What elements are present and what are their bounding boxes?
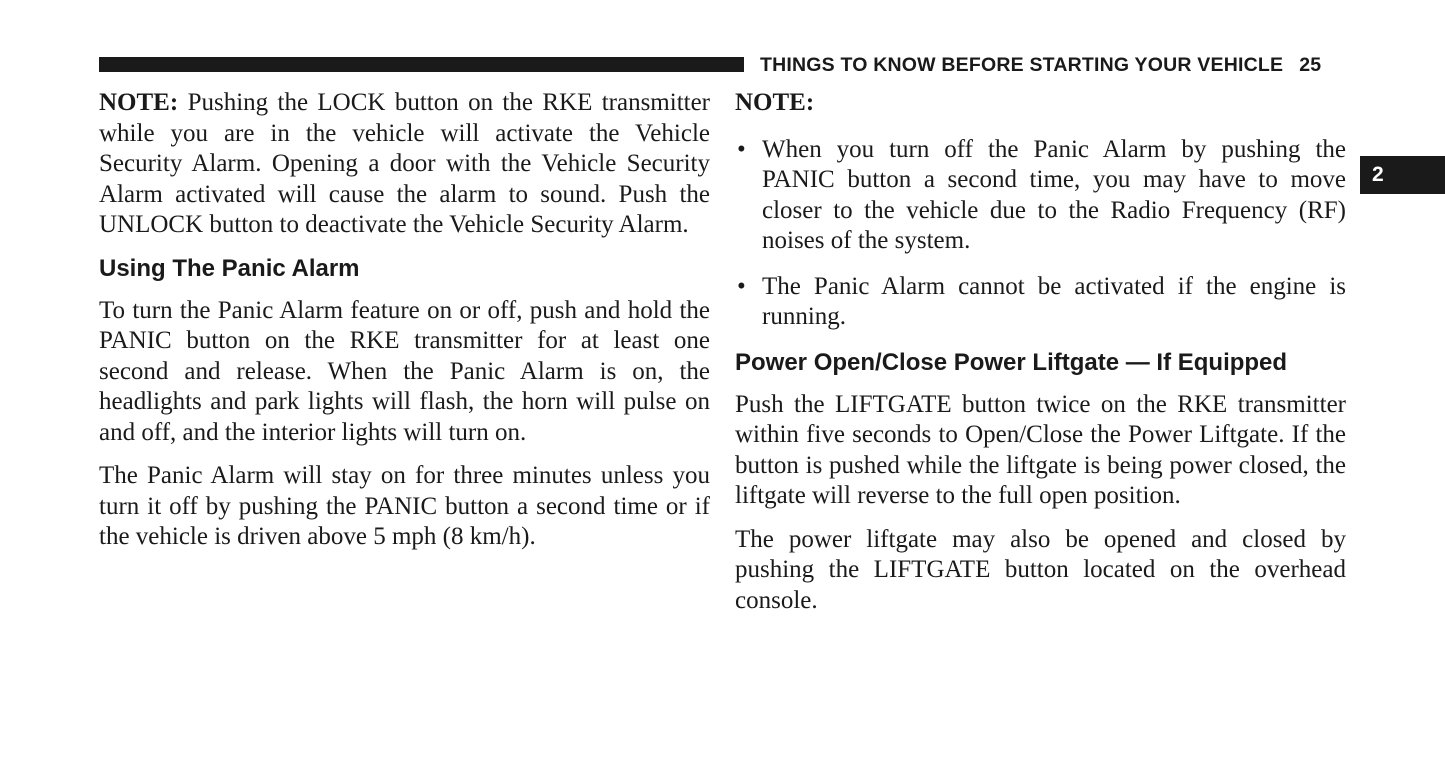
list-item-text: The Panic Alarm cannot be activated if the engine is running.	[762, 272, 1346, 330]
note-text: Pushing the LOCK button on the RKE transmitter while you are in the vehicle will activate the Vehicle Security Alarm. Opening a door with the Vehicle Security Alarm activated will cause the alarm to sound. Push the UNLOCK button to deactivate the Vehicle Security Alarm.	[99, 89, 711, 238]
header-title: THINGS TO KNOW BEFORE STARTING YOUR VEHICLE	[760, 54, 1284, 76]
chapter-tab: 2	[1360, 156, 1445, 194]
body-paragraph: The Panic Alarm will stay on for three minutes unless you turn it off by pushing the PANIC button a second time or if the vehicle is driven above 5 mph (8 km/h).	[99, 462, 710, 550]
section-heading-panic-alarm: Using The Panic Alarm	[99, 254, 360, 282]
note-heading: NOTE:	[735, 89, 815, 116]
list-item	[735, 135, 1346, 257]
list-item-text: When you turn off the Panic Alarm by pushing the PANIC button a second time, you may have to move closer to the vehicle due to the Radio Frequency (RF) noises of the system.	[762, 135, 1346, 254]
section-heading-power-liftgate: Power Open/Close Power Liftgate — If Equipped	[735, 348, 1288, 376]
page-number: 25	[1299, 54, 1322, 76]
right-column	[735, 88, 1346, 629]
body-paragraph: The power liftgate may also be opened and closed by pushing the LIFTGATE button located on the overhead console.	[735, 525, 1346, 614]
note-paragraph	[99, 88, 710, 241]
body-paragraph: Push the LIFTGATE button twice on the RKE transmitter within five seconds to Open/Close the Power Liftgate. If the button is pushed while the liftgate is being power closed, the liftgate will reverse to the full open position.	[735, 390, 1346, 509]
body-paragraph: To turn the Panic Alarm feature on or off, push and hold the PANIC button on the RKE transmitter for at least one second and release. When the Panic Alarm is on, the headlights and park lights will flash, the horn will pulse on and off, and the interior lights will turn on.	[99, 296, 710, 446]
bullet-icon: •	[737, 135, 746, 163]
list-item	[735, 272, 1346, 333]
bullet-icon: •	[737, 272, 746, 300]
left-column	[99, 88, 710, 566]
running-header	[760, 54, 1321, 77]
note-label: NOTE:	[99, 89, 179, 116]
header-rule	[99, 57, 744, 72]
note-bullet-list	[735, 135, 1346, 333]
